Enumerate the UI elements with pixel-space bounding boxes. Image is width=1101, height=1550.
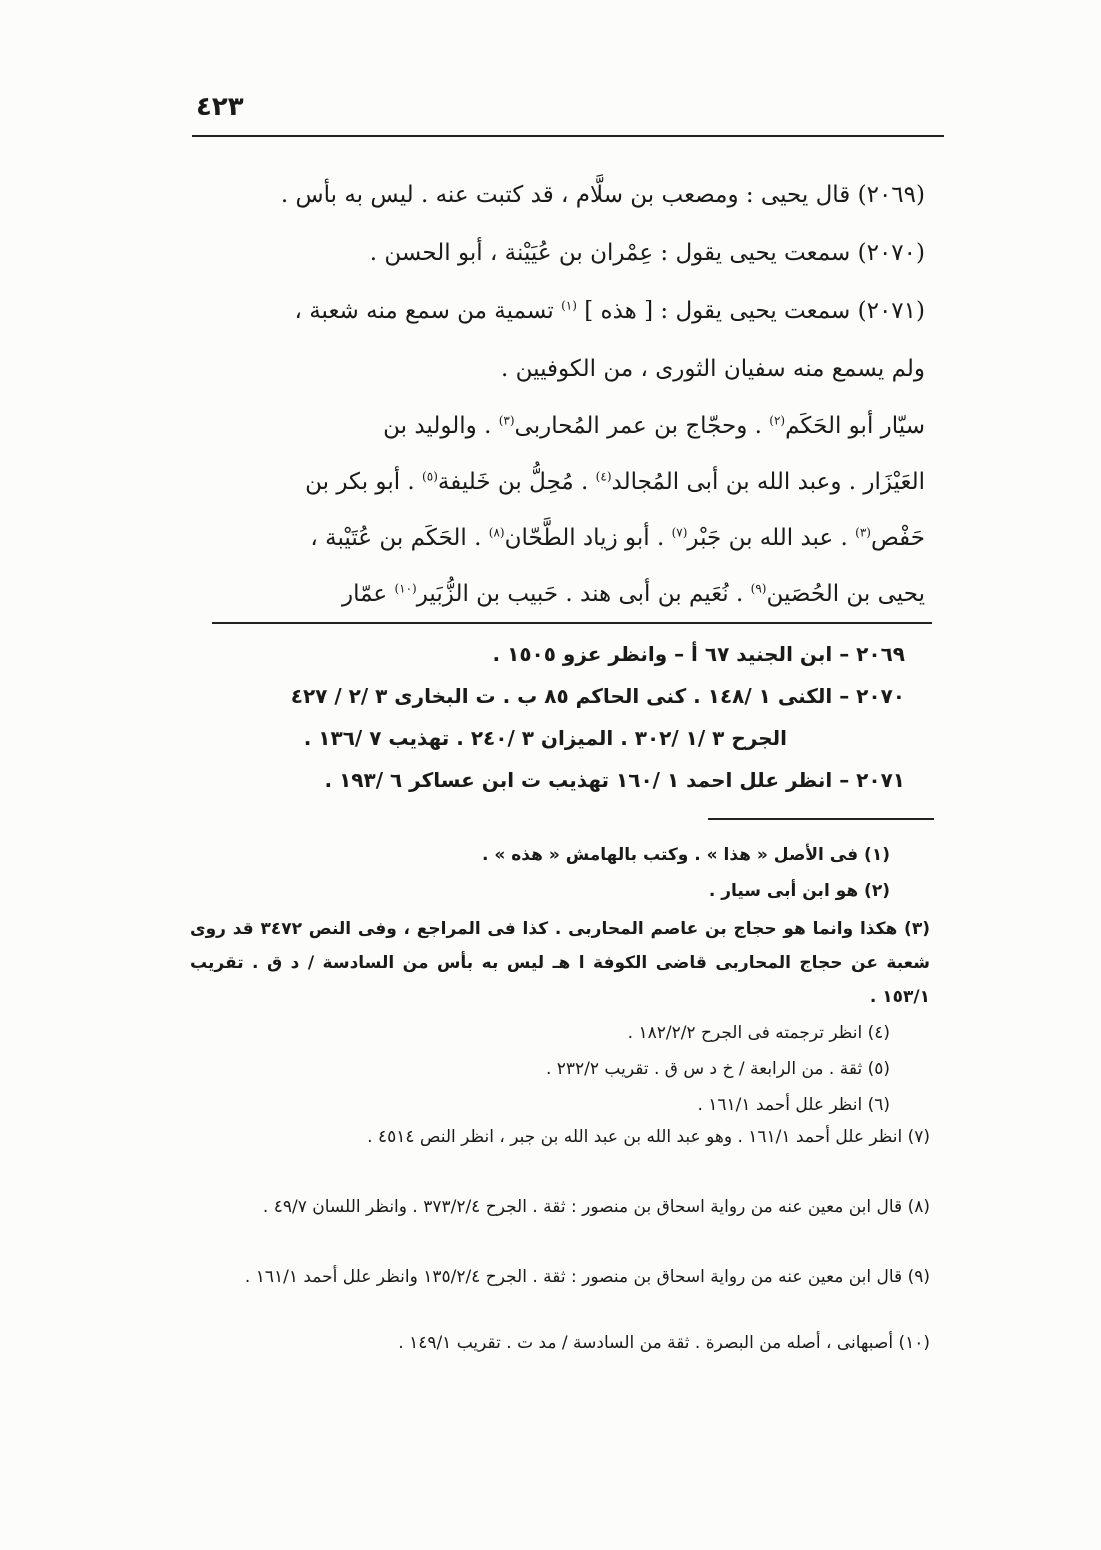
footnote-8: (٨) قال ابن معين عنه من رواية اسحاق بن منصور : ثقة . الجرح ٣٧٣/٢/٤ . وانظر اللسان ٤٩/٧ .	[262, 1197, 930, 1217]
name-ammar: عمّار	[342, 581, 388, 607]
header-rule	[192, 135, 944, 137]
ref-2071: ٢٠٧١ – انظر علل احمد ١ /١٦٠ تهذيب ت ابن عساكر ٦ /١٩٣ .	[324, 768, 905, 792]
references-rule	[212, 622, 932, 624]
footnote-ref-5: (٥)	[422, 469, 438, 484]
names-line-2	[205, 454, 925, 510]
entry-2071-rest: تسمية من سمع منه شعبة ،	[294, 298, 554, 324]
footnote-2: (٢) هو ابن أبى سيار .	[708, 881, 890, 901]
ref-2069: ٢٠٦٩ – ابن الجنيد ٦٧ أ – وانظر عزو ١٥٠٥ .	[492, 642, 905, 666]
entry-2071	[205, 282, 925, 340]
name-yahya-husayn: يحيى بن الحُصَين	[766, 581, 925, 607]
footnotes-rule	[708, 818, 934, 820]
footnote-ref-1: (١)	[561, 298, 577, 313]
name-abu-bakr: . أبو بكر بن	[305, 469, 415, 495]
footnote-1: (١) فى الأصل « هذا » . وكتب بالهامش « هذه » .	[481, 845, 890, 865]
footnote-7: (٧) انظر علل أحمد ١٦١/١ . وهو عبد الله بن عبد الله بن جبر ، انظر النص ٤٥١٤ .	[367, 1127, 930, 1147]
names-line-4	[205, 566, 925, 622]
name-sayyar: سيّار أبو الحَكَم	[785, 413, 925, 439]
names-list	[205, 398, 925, 622]
name-muhill: . مُحِلُّ بن خَليفة	[437, 469, 589, 495]
footnote-6: (٦) انظر علل أحمد ١٦١/١ .	[697, 1095, 890, 1115]
name-walid: . والوليد بن	[383, 413, 492, 439]
name-hakam: . الحَكَم بن عُتَيْبة ،	[310, 525, 482, 551]
footnote-ref-10: (١٠)	[394, 581, 417, 596]
footnote-9: (٩) قال ابن معين عنه من رواية اسحاق بن منصور : ثقة . الجرح ١٣٥/٢/٤ وانظر علل أحمد ١٦١/١ .	[244, 1267, 930, 1287]
entry-2071-continuation: ولم يسمع منه سفيان الثورى ، من الكوفيين .	[501, 356, 925, 382]
names-line-3	[205, 510, 925, 566]
footnote-10: (١٠) أصبهانى ، أصله من البصرة . ثقة من السادسة / مد ت . تقريب ١٤٩/١ .	[398, 1333, 930, 1353]
main-text	[205, 166, 925, 398]
footnote-ref-7: (٧)	[671, 525, 688, 540]
name-abdallah-mujalid: العَيْزَار . وعبد الله بن أبى المُجالد	[611, 469, 925, 495]
footnote-ref-6: (٣)	[855, 525, 871, 540]
ref-2070-continuation: الجرح ٣ /١ /٣٠٢ . الميزان ٣ /٢٤٠ . تهذيب ٧ /١٣٦ .	[303, 726, 787, 750]
entry-2071-start: (٢٠٧١) سمعت يحيى يقول : [ هذه ]	[584, 298, 925, 324]
name-hafs: حَفْص	[870, 525, 925, 551]
name-nuaym-habib: . نُعَيم بن أبى هند . حَبيب بن الزُّبَير	[416, 581, 744, 607]
name-abu-ziyad: . أبو زياد الطَّحّان	[504, 525, 665, 551]
footnote-ref-2: (٢)	[769, 413, 786, 428]
entry-2069: (٢٠٦٩) قال يحيى : ومصعب بن سلَّام ، قد كتبت عنه . ليس به بأس .	[280, 182, 925, 208]
page-number: ٤٢٣	[196, 92, 244, 122]
entry-2070: (٢٠٧٠) سمعت يحيى يقول : عِمْران بن عُيَيْنة ، أبو الحسن .	[369, 240, 925, 266]
footnote-ref-3: (٣)	[498, 413, 515, 428]
footnote-5: (٥) ثقة . من الرابعة / خ د س ق . تقريب ٢٣٢/٢ .	[545, 1059, 890, 1079]
footnote-3: (٣) هكذا وانما هو حجاج بن عاصم المحاربى . كذا فى المراجع ، وفى النص ٣٤٧٢ قد روى شعبة عن حجاج المحاربى قاضى الكوفة ا هـ ليس به بأس من السادسة / د ق . تقريب ١٥٣/١ .	[190, 919, 930, 1007]
ref-2070: ٢٠٧٠ – الكنى ١ /١٤٨ . كنى الحاكم ٨٥ ب . ت البخارى ٣ /٢ / ٤٢٧	[290, 684, 905, 708]
footnote-ref-9: (٩)	[750, 581, 767, 596]
name-abdallah-jabr: . عبد الله بن جَبْر	[687, 525, 848, 551]
name-hajjaj: . وحجّاج بن عمر المُحاربى	[514, 413, 762, 439]
footnote-ref-8: (٨)	[488, 525, 505, 540]
reference-block	[225, 633, 905, 801]
footnote-ref-4: (٤)	[595, 469, 612, 484]
names-line-1	[205, 398, 925, 454]
footnote-4: (٤) انظر ترجمته فى الجرح ١٨٢/٢/٢ .	[627, 1023, 890, 1043]
